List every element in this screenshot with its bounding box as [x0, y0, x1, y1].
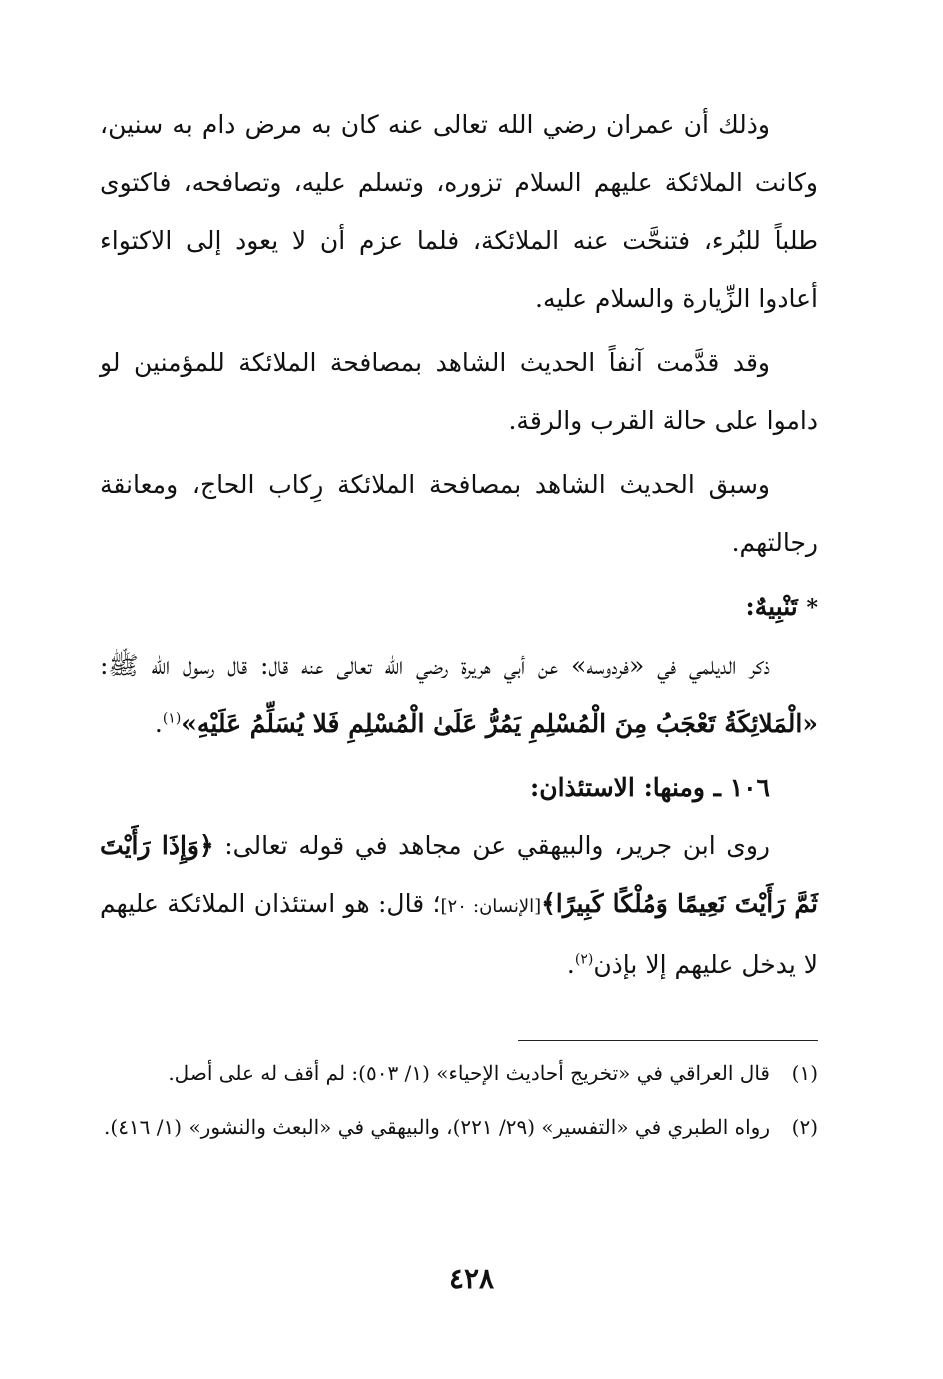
- asterisk-icon: *: [806, 595, 818, 621]
- paragraph-notice: [100, 637, 818, 753]
- main-text: [100, 96, 818, 1000]
- hadith-quote: «الْمَلائِكَةُ تَعْجَبُ مِنَ الْمُسْلِمِ يَمُرُّ عَلَىٰ الْمُسْلِمِ فَلا يُسَلِّمُ عَلَيْهِ»: [181, 709, 818, 738]
- footnote-2: [100, 1104, 818, 1150]
- paragraph-pilgrims: وسبق الحديث الشاهد بمصافحة الملائكة رِكاب الحاج، ومعانقة رجالتهم.: [100, 470, 818, 557]
- footnote-number: (١): [791, 1061, 818, 1085]
- notice-end: .: [154, 709, 163, 738]
- paragraph-imran: وذلك أن عمران رضي الله تعالى عنه كان به مرض دام به سنين، وكانت الملائكة عليهم السلام تزوره، وتسلم عليه، وتصافحه، فاكتوى طلباً للبُرء، فتنحَّت عنه الملائكة، فلما عزم أن لا يعود إلى الاكتواء أعادوا الزِّيارة والسلام عليه.: [100, 110, 818, 313]
- section-intro: روى ابن جرير، والبيهقي عن مجاهد في قوله تعالى:: [213, 831, 770, 860]
- page-number: ٤٢٨: [448, 1262, 495, 1295]
- notice-heading: [100, 578, 818, 637]
- footnote-marker-1[interactable]: (١): [162, 710, 182, 727]
- section-heading: ١٠٦ ـ ومنها: الاستئذان:: [529, 773, 770, 802]
- footnote-divider: [518, 1040, 818, 1041]
- footnote-text: رواه الطبري في «التفسير» (٢٩/ ٢٢١)، والبيهقي في «البعث والنشور» (١/ ٤١٦).: [104, 1115, 770, 1139]
- quran-verse: ﴿وَإِذَا رَأَيْتَ ثَمَّ رَأَيْتَ نَعِيمًا وَمُلْكًا كَبِيرًا﴾: [100, 831, 818, 918]
- section-end: .: [566, 950, 575, 979]
- paragraph-handshake: وقد قدَّمت آنفاً الحديث الشاهد بمصافحة الملائكة للمؤمنين لو داموا على حالة القرب والرقة.: [100, 348, 818, 435]
- footnote-number: (٢): [791, 1115, 818, 1139]
- paragraph-istidhan: [100, 817, 818, 994]
- quran-reference: [الإنسان: ٢٠]: [440, 896, 542, 917]
- footnotes: [100, 1050, 818, 1158]
- section-explanation: ؛ قال: هو استئذان الملائكة عليهم لا يدخل عليهم إلا بإذن: [100, 889, 818, 979]
- footnote-marker-2[interactable]: (٢): [574, 951, 594, 968]
- footnote-text: قال العراقي في «تخريج أحاديث الإحياء» (١/ ٥٠٣): لم أقف له على أصل.: [168, 1061, 770, 1085]
- notice-intro: ذكر الديلمي في «فردوسه» عن أبي هريرة رضي الله تعالى عنه قال: قال رسول الله ﷺ:: [100, 651, 770, 680]
- footnote-1: [100, 1050, 818, 1096]
- notice-title: تَنْبِيهٌ:: [745, 592, 798, 621]
